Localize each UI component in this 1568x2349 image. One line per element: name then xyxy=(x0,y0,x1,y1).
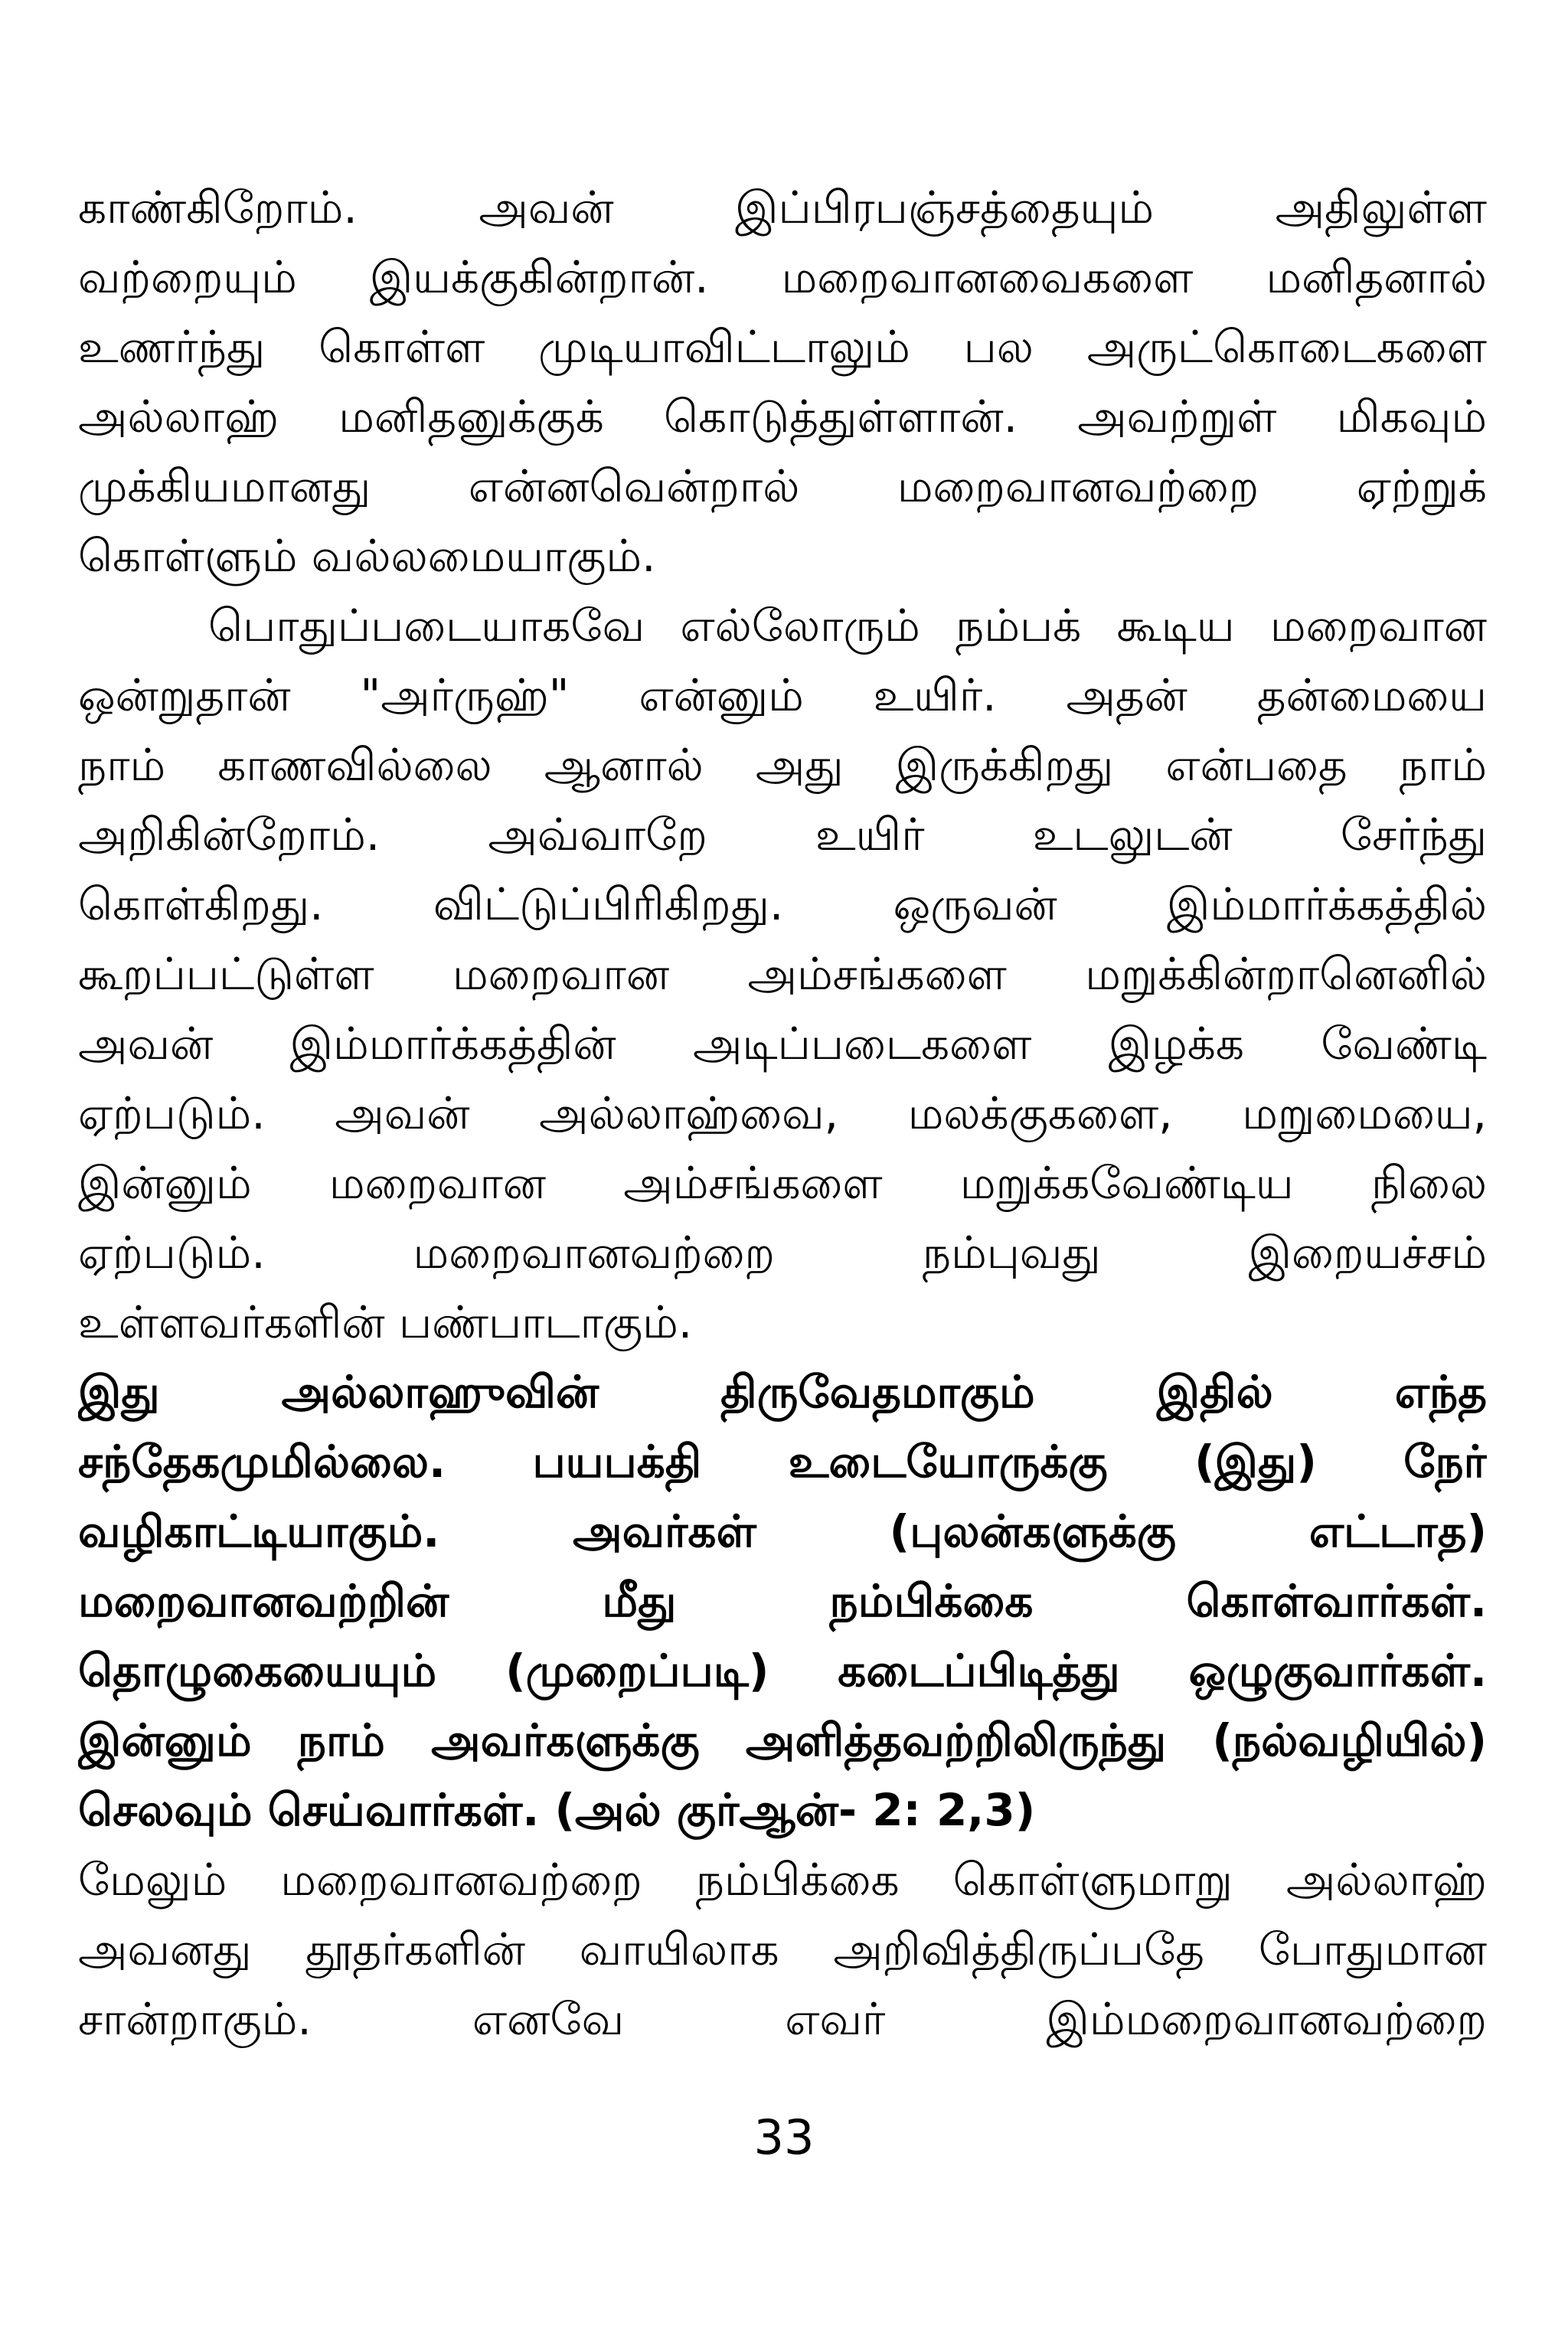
quran-quote xyxy=(78,1357,1487,1845)
text-line: கூறப்பட்டுள்ள மறைவான அம்சங்களை மறுக்கின்றானெனில் xyxy=(78,948,1487,1000)
text-line: கொள்கிறது. விட்டுப்பிரிகிறது. ஒருவன் இம்மார்க்கத்தில் xyxy=(78,878,1487,930)
page-number: 33 xyxy=(753,2109,815,2165)
text-line: சான்றாகும். எனவே எவர் இம்மறைவானவற்றை xyxy=(78,1993,1487,2045)
paragraph-3 xyxy=(78,1845,1487,2054)
text-line: அல்லாஹ் மனிதனுக்குக் கொடுத்துள்ளான். அவற்றுள் மிகவும் xyxy=(78,390,1487,443)
paragraph-2 xyxy=(78,591,1487,1357)
quote-line: இன்னும் நாம் அவர்களுக்கு அளித்தவற்றிலிருந்து (நல்வழியில்) xyxy=(78,1714,1487,1766)
page-body xyxy=(78,173,1487,2054)
text-line: ஏற்படும். அவன் அல்லாஹ்வை, மலக்குகளை, மறுமையை, xyxy=(78,1087,1487,1139)
text-line: காண்கிறோம். அவன் இப்பிரபஞ்சத்தையும் அதிலுள்ள xyxy=(78,181,1487,234)
text-line: இன்னும் மறைவான அம்சங்களை மறுக்கவேண்டிய நிலை xyxy=(78,1157,1487,1209)
paragraph-1 xyxy=(78,173,1487,591)
quote-line: சந்தேகமுமில்லை. பயபக்தி உடையோருக்கு (இது) நேர் xyxy=(78,1436,1487,1488)
text-line: நாம் காணவில்லை ஆனால் அது இருக்கிறது என்பதை நாம் xyxy=(78,739,1487,791)
text-line: முக்கியமானது என்னவென்றால் மறைவானவற்றை ஏற்றுக் xyxy=(78,460,1487,512)
text-line: அவன் இம்மார்க்கத்தின் அடிப்படைகளை இழக்க வேண்டி xyxy=(78,1018,1487,1070)
text-line: உள்ளவர்களின் பண்பாடாகும். xyxy=(78,1296,693,1348)
text-line: உணர்ந்து கொள்ள முடியாவிட்டாலும் பல அருட்கொடைகளை xyxy=(78,321,1487,373)
quote-line: மறைவானவற்றின் மீது நம்பிக்கை கொள்வார்கள். xyxy=(78,1575,1487,1627)
quote-line: வழிகாட்டியாகும். அவர்கள் (புலன்களுக்கு எட்டாத) xyxy=(78,1505,1487,1557)
quote-line: தொழுகையையும் (முறைப்படி) கடைப்பிடித்து ஒழுகுவார்கள். xyxy=(78,1645,1487,1697)
quote-citation-line: செலவும் செய்வார்கள். (அல் குர்ஆன்- 2: 2,3) xyxy=(78,1784,1036,1836)
text-line: ஒன்றுதான் "அர்ருஹ்" என்னும் உயிர். அதன் தன்மையை xyxy=(78,669,1487,721)
text-line: வற்றையும் இயக்குகின்றான். மறைவானவைகளை மனிதனால் xyxy=(78,251,1487,303)
text-line: அறிகின்றோம். அவ்வாறே உயிர் உடலுடன் சேர்ந்து xyxy=(78,809,1487,861)
text-line: அவனது தூதர்களின் வாயிலாக அறிவித்திருப்பதே போதுமான xyxy=(78,1923,1487,1975)
quote-line: இது அல்லாஹுவின் திருவேதமாகும் இதில் எந்த xyxy=(78,1366,1487,1418)
text-line: மேலும் மறைவானவற்றை நம்பிக்கை கொள்ளுமாறு அல்லாஹ் xyxy=(78,1854,1487,1906)
text-line: ஏற்படும். மறைவானவற்றை நம்புவது இறையச்சம் xyxy=(78,1227,1487,1279)
text-line: கொள்ளும் வல்லமையாகும். xyxy=(78,530,656,582)
text-line: பொதுப்படையாகவே எல்லோரும் நம்பக் கூடிய மறைவான xyxy=(208,600,1487,652)
